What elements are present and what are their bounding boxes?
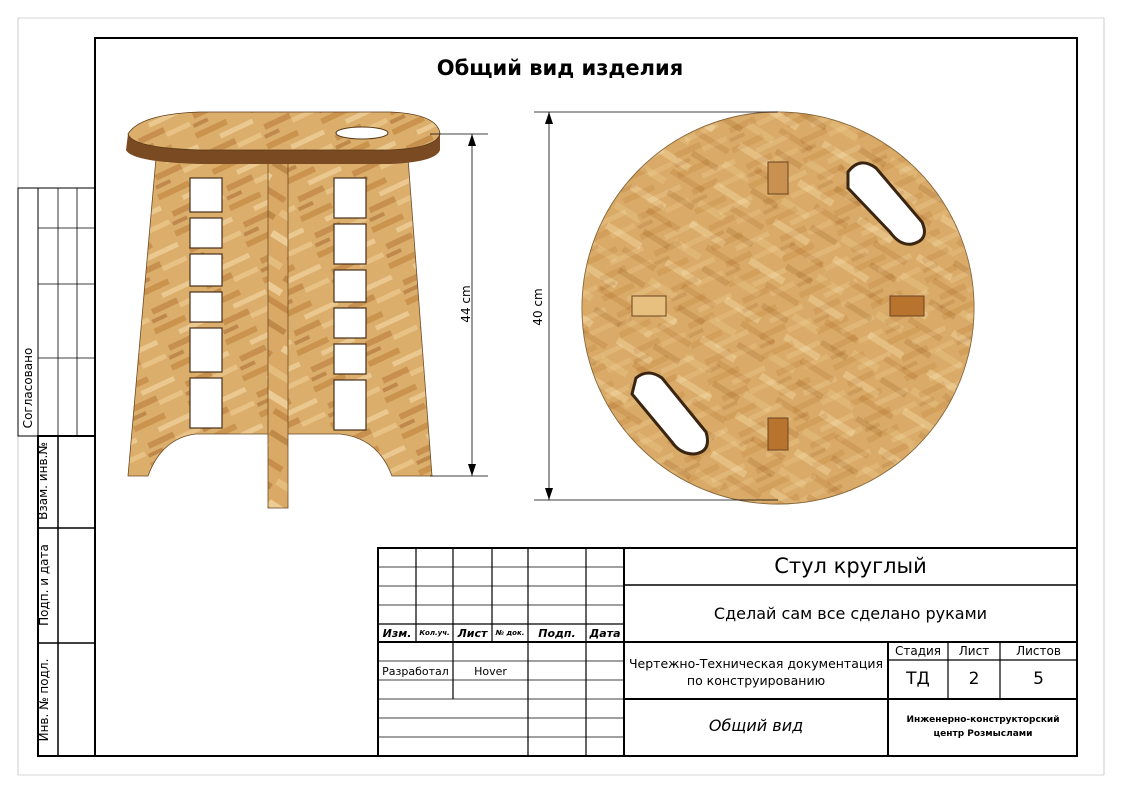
organization-name: Инженерно-конструкторский центр Розмыслами	[906, 715, 1060, 739]
developer-name: Hover	[474, 665, 507, 678]
view-name: Общий вид	[708, 716, 804, 735]
stage-value: ТД	[906, 669, 930, 689]
stool-side-view	[126, 112, 488, 508]
inv-orig-label: Инв. № подл.	[37, 658, 51, 742]
header-kol-uch: Кол.уч.	[419, 629, 450, 637]
height-dimension-label: 44 cm	[459, 285, 473, 323]
header-podp: Подп.	[538, 627, 576, 640]
sign-date-label: Подп. и дата	[37, 544, 51, 626]
developed-label: Разработал	[382, 665, 449, 678]
document-type: Чертежно-Техническая документация по конструированию	[628, 656, 884, 688]
sheet-header: Лист	[958, 644, 990, 658]
header-data: Дата	[589, 627, 621, 640]
agreed-label: Согласовано	[21, 347, 35, 429]
header-n-dok: № док.	[495, 629, 525, 637]
diameter-dimension-label: 40 cm	[531, 288, 545, 326]
sheet-value: 2	[968, 669, 980, 689]
product-name: Стул круглый	[774, 554, 927, 578]
sheets-value: 5	[1033, 669, 1044, 689]
stage-header: Стадия	[894, 644, 942, 658]
header-izm: Изм.	[382, 627, 412, 640]
inv-replace-label: Взам. инв.№	[36, 442, 50, 520]
sheets-header: Листов	[1016, 644, 1061, 658]
header-list: Лист	[457, 627, 488, 640]
drawing-title: Общий вид изделия	[436, 56, 684, 80]
product-subtitle: Сделай сам все сделано руками	[713, 604, 988, 623]
seat-top-view	[534, 112, 974, 504]
